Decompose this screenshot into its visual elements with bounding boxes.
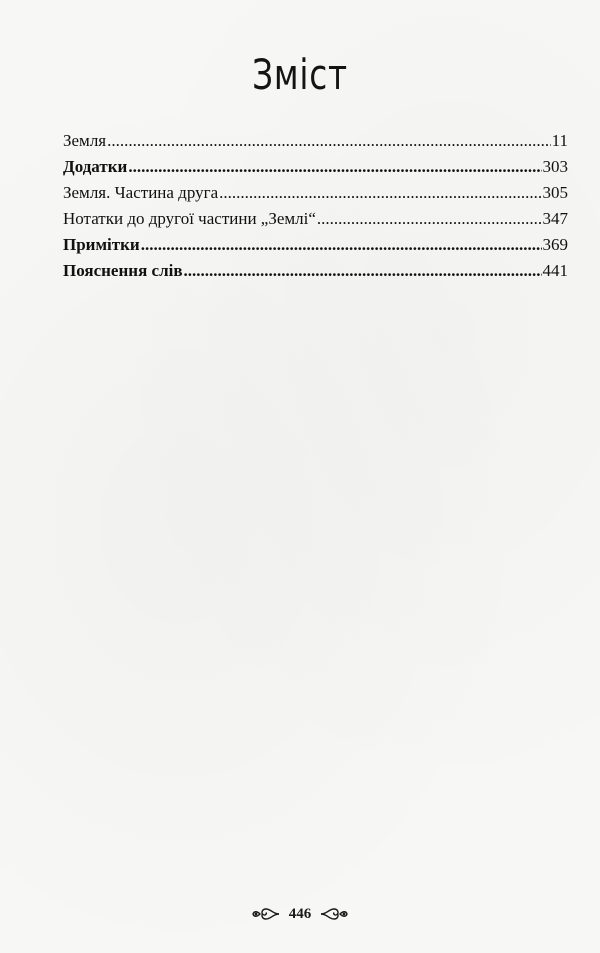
toc-leader-dots <box>128 154 541 180</box>
toc-entry-label: Пояснення слів <box>63 261 183 280</box>
toc-leader-dots <box>141 232 542 258</box>
toc-entry[interactable] <box>63 258 568 284</box>
floral-ornament-icon <box>319 905 349 923</box>
toc-entry-page: 441 <box>542 261 568 280</box>
toc-entry-page: 11 <box>551 131 568 150</box>
page-number: 446 <box>288 905 312 922</box>
toc-entry[interactable] <box>63 232 568 258</box>
toc-leader-dots <box>317 206 542 232</box>
toc-entry-page: 303 <box>542 157 568 176</box>
toc-entry-label: Нотатки до другої частини „Землі“ <box>63 209 316 228</box>
toc-entry-label: Земля. Частина друга <box>63 183 219 202</box>
toc-leader-dots <box>184 258 542 284</box>
toc-entry[interactable] <box>63 154 568 180</box>
toc-entry[interactable] <box>63 206 568 232</box>
toc-entry-page: 347 <box>542 209 568 228</box>
table-of-contents <box>63 128 568 284</box>
toc-leader-dots <box>219 180 541 206</box>
page-title: Зміст <box>252 50 348 99</box>
toc-entry-page: 305 <box>542 183 568 202</box>
floral-ornament-icon <box>251 905 281 923</box>
toc-entry-label: Примітки <box>63 235 140 254</box>
toc-entry-page: 369 <box>542 235 568 254</box>
toc-entry[interactable] <box>63 128 568 154</box>
toc-entry-label: Земля <box>63 131 107 150</box>
toc-leader-dots <box>107 128 551 154</box>
toc-entry[interactable] <box>63 180 568 206</box>
page-footer <box>0 905 600 923</box>
toc-entry-label: Додатки <box>63 157 128 176</box>
